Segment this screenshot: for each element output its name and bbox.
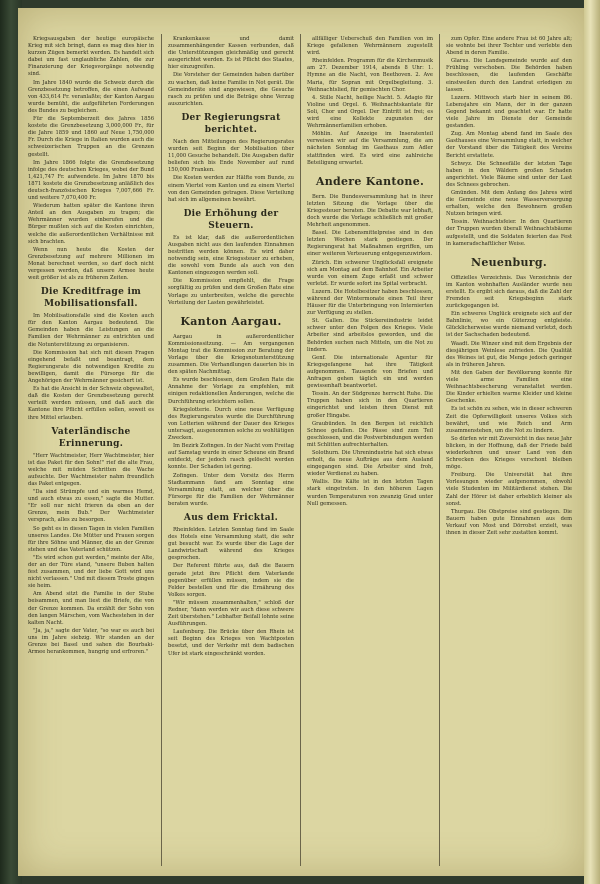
section-heading: Neuenburg.	[470, 255, 548, 269]
article-paragraph: Es wurde beschlossen, dem Großen Rate die Annahme der Vorlage zu empfehlen, mit einigen redaktionellen Änderungen, welche die Durchführung erleichtern sollen.	[168, 377, 294, 405]
article-paragraph: Krankenkasse und damit zusammenhängender Kassen verbunden, daß die Unterstützungen gleichmäßig und gerecht ausgerichtet werden. Es ist Pflicht des Staates, hier einzugreifen.	[168, 36, 294, 71]
column-rule	[439, 34, 440, 866]
article-paragraph: Rheinfelden. Programm für die Kirchenmusik am 27. Dezember 1914, abends 8 Uhr: 1. Hymne an die Nacht, von Beethoven. 2. Ave Maria, für Sopran mit Orgelbegleitung. 3. Weihnachtslied, für gemischten Chor.	[307, 58, 433, 93]
article-paragraph: Laufenburg. Die Brücke über den Rhein ist seit Beginn des Krieges von Wachtposten besetzt, und der Verkehr mit dem badischen Ufer ist stark eingeschränkt worden.	[168, 629, 294, 657]
column-2	[168, 36, 294, 866]
article-paragraph: Die Kosten werden zur Hälfte vom Bunde, zu einem Viertel vom Kanton und zu einem Viertel von den Gemeinden getragen. Diese Verteilung hat sich im allgemeinen bewährt.	[168, 175, 294, 203]
article-paragraph: Es ist schön zu sehen, wie in dieser schweren Zeit die Opferwilligkeit unseres Volkes sich bewährt, und wie Reich und Arm zusammenstehen, um die Not zu lindern.	[446, 406, 572, 434]
article-paragraph: So dürfen wir mit Zuversicht in das neue Jahr blicken, in der Hoffnung, daß der Friede bald wiederkehren und unser Land von den Schrecken des Krieges verschont bleiben möge.	[446, 435, 572, 471]
section-heading: Die Erhöhung der Steuern.	[183, 208, 279, 231]
article-paragraph: Luzern. Die Hotelbesitzer haben beschlossen, während der Wintermonate einen Teil ihrer Häuser für die Unterbringung von Internierten zur Verfügung zu stellen.	[307, 288, 433, 317]
article-paragraph: Tessin. An der Südgrenze herrscht Ruhe. Die Truppen haben sich in den Quartieren eingerichtet und leisten ihren Dienst mit großer Hingabe.	[307, 391, 433, 419]
article-paragraph: Der Referent führte aus, daß die Bauern gerade jetzt ihre Pflicht dem Vaterlande gegenüber erfüllen müssen, indem sie die Felder bestellen und für die Ernährung des Volkes sorgen.	[168, 563, 294, 598]
article-paragraph: "Es wird schon gut werden," meinte der Alte, der an der Türe stand, "unsere Buben halten fest zusammen, und der liebe Gott wird uns nicht verlassen." Und mit diesem Troste gingen sie heim.	[28, 554, 154, 590]
column-rule	[161, 34, 162, 866]
article-paragraph: Graubünden. In den Bergen ist reichlich Schnee gefallen. Die Pässe sind zum Teil geschlossen, und die Postverbindungen werden mit Schlitten aufrechterhalten.	[307, 420, 433, 448]
article-paragraph: Für die Septemberzeit des Jahres 1856 kostete die Grenzbesetzung 3,000,000 Fr., für die Jahre 1859 und 1860 auf Neue 1,750,000 Fr. Durch die Kriege in Italien wurden auch die schweizerischen Truppen an die Grenzen gestellt.	[28, 116, 154, 158]
article-paragraph: Die Kommission empfiehlt, die Frage sorgfältig zu prüfen und dem Großen Rate eine Vorlage zu unterbreiten, welche die gerechte Verteilung der Lasten gewährleistet.	[168, 278, 294, 306]
article-paragraph: Solothurn. Die Uhrenindustrie hat sich etwas erholt, da neue Aufträge aus dem Ausland eingegangen sind. Die Arbeiter sind froh, wieder Verdienst zu haben.	[307, 449, 433, 478]
article-paragraph: Im Jahre 1866 folgte die Grenzbesetzung infolge des deutschen Krieges, wobei der Bund 1,421,747 Fr. aufwendete. Im Jahre 1870 bis 1871 kostete die Grenzbesetzung anläßlich des deutsch-französischen Krieges 7,007,666 Fr. und weitere 7,070,400 Fr.	[28, 159, 154, 202]
article-paragraph: Rheinfelden. Letzten Sonntag fand im Saale des Hotels eine Versammlung statt, die sehr gut besucht war. Es wurde über die Lage der Landwirtschaft während des Krieges gesprochen.	[168, 526, 294, 562]
article-paragraph: Genf. Die internationale Agentur für Kriegsgefangene hat ihre Tätigkeit aufgenommen. Tausende von Briefen und Anfragen gehen täglich ein und werden gewissenhaft beantwortet.	[307, 354, 433, 390]
column-3	[307, 36, 433, 866]
article-paragraph: "Da sind Strümpfe und ein warmes Hemd, und auch etwas zu essen," sagte die Mutter. "Er soll nur nicht frieren da oben an der Grenze, mein Bub." Der Wachtmeister versprach, alles zu besorgen.	[28, 489, 154, 524]
section-heading: Die Kreditfrage im Mobilisationsfall.	[40, 287, 142, 310]
article-paragraph: So geht es in diesen Tagen in vielen Familien unseres Landes. Die Mütter und Frauen sorgen für ihre Söhne und Männer, die an der Grenze stehen und das Vaterland schützen.	[28, 525, 154, 553]
article-paragraph: Ein schweres Unglück ereignete sich auf der Bahnlinie, wo ein Güterzug entgleiste. Glücklicherweise wurde niemand verletzt, doch ist der Sachschaden bedeutend.	[446, 311, 572, 339]
article-paragraph: Mit den Gaben der Bevölkerung konnte für viele arme Familien eine Weihnachtsbescherung veranstaltet werden. Die Kinder erhielten warme Kleider und kleine Geschenke.	[446, 369, 572, 405]
article-paragraph: Basel. Die Lebensmittelpreise sind in den letzten Wochen stark gestiegen. Der Regierungsrat hat Maßnahmen ergriffen, um einer weiteren Verteuerung entgegenzuwirken.	[307, 230, 433, 258]
article-paragraph: Aargau in außerordentlicher Kommissionssitzung. — Am vergangenen Montag trat die Kommission zur Beratung der Vorlage über die Kriegsnotunterstützung zusammen. Die Verhandlungen dauerten bis in den späten Nachmittag.	[168, 333, 294, 376]
section-heading: Andere Kantone.	[315, 174, 425, 188]
article-paragraph: Offizielles Verzeichnis. Das Verzeichnis der im Kanton wohnhaften Ausländer wurde neu erstellt. Es ergibt sich daraus, daß die Zahl der Fremden seit Kriegsbeginn stark zurückgegangen ist.	[446, 274, 572, 310]
article-paragraph: "Herr Wachtmeister, Herr Wachtmeister, hier ist das Paket für den Sohn!" rief die alte Frau, welche mit müden Schritten die Wache aufsuchte. Der Wachtmeister nahm freundlich das Paket entgegen.	[28, 452, 154, 487]
article-paragraph: Wiederum hatten später die Kantone ihren Anteil an den Ausgaben zu tragen; die Wehrmänner wurden einberufen und die Bürger mußten sich auf die Kosten einrichten, welche die außerordentlichen Verhältnisse mit sich brachten.	[28, 203, 154, 245]
article-paragraph: Die Kommission hat sich mit diesen Fragen eingehend befaßt und beantragt, dem Regierungsrate die notwendigen Kredite zu bewilligen, damit die Fürsorge für die Angehörigen der Wehrmänner gesichert ist.	[28, 349, 154, 385]
article-paragraph: Waadt. Die Winzer sind mit dem Ergebnis der diesjährigen Weinlese zufrieden. Die Qualität des Weines ist gut, die Menge jedoch geringer als in früheren Jahren.	[446, 340, 572, 368]
article-paragraph: Im Bezirk Zofingen. In der Nacht vom Freitag auf Samstag wurde in einer Scheune ein Brand entdeckt, der jedoch rasch gelöscht werden konnte. Der Schaden ist gering.	[168, 443, 294, 471]
section-heading: Kanton Aargau.	[180, 314, 282, 328]
article-paragraph: Kriegslotterie. Durch eine neue Verfügung des Regierungsrates wurde die Durchführung von Lotterien während der Dauer des Krieges untersagt, ausgenommen solche zu wohltätigen Zwecken.	[168, 406, 294, 442]
column-4	[446, 36, 572, 866]
article-paragraph: "Ja, ja," sagte der Vater, "so war es auch bei uns im Jahre siebzig. Wir standen an der Grenze bei Basel und sahen die Bourbaki-Armee herankommen, hungrig und erfroren."	[28, 627, 154, 656]
article-paragraph: Wenn nun heute die Kosten der Grenzbesetzung auf mehrere Millionen im Monat berechnet werden, so darf doch nicht vergessen werden, daß unsere Armee heute weit größer ist als zu früheren Zeiten.	[28, 246, 154, 282]
article-paragraph: allfälliger Ueberschuß den Familien von im Kriege gefallenen Wehrmännern zugestellt wird.	[307, 36, 433, 57]
page-edge	[584, 0, 600, 884]
article-paragraph: St. Gallen. Die Stickereiindustrie leidet schwer unter den Folgen des Krieges. Viele Arbeiter sind arbeitslos geworden, und die Behörden suchen nach Mitteln, um die Not zu lindern.	[307, 318, 433, 353]
article-paragraph: Gmünden. Mit dem Anfang des Jahres wird die Gemeinde eine neue Wasserversorgung erhalten, welche den Bewohnern großen Nutzen bringen wird.	[446, 189, 572, 218]
column-rule	[300, 34, 301, 866]
article-paragraph: Thurgau. Die Obstpreise sind gestiegen. Die Bauern haben gute Einnahmen aus dem Verkauf von Most und Dörrobst erzielt, was ihnen in dieser Zeit sehr zustatten kommt.	[446, 508, 572, 536]
article-paragraph: Möhlin. Auf Anzeige im Inseratenteil verweisen wir auf die Versammlung, die am nächsten Sonntag im Gasthaus zum Adler stattfinden wird. Es wird eine zahlreiche Beteiligung erwartet.	[307, 131, 433, 166]
article-paragraph: 4. Stille Nacht, heilige Nacht. 5. Adagio für Violine und Orgel. 6. Weihnachtskantate für Soli, Chor und Orgel. Der Eintritt ist frei; es wird eine Kollekte zugunsten der Wehrmännerfamilien erhoben.	[307, 94, 433, 130]
article-paragraph: Im Mobilisationsfalle sind die Kosten auch für den Kanton Aargau bedeutend. Die Gemeinden haben die Leistungen an die Familien der Wehrmänner zu entrichten und die Notunterstützung zu organisieren.	[28, 313, 154, 348]
article-paragraph: Bern. Die Bundesversammlung hat in ihrer letzten Sitzung die Vorlage über die Kriegssteuer beraten. Die Debatte war lebhaft, doch wurde die Vorlage schließlich mit großer Mehrheit angenommen.	[307, 193, 433, 229]
article-paragraph: Es ist klar, daß die außerordentlichen Ausgaben nicht aus den laufenden Einnahmen bestritten werden können. Es wird daher notwendig sein, eine Kriegssteuer zu erheben, die sowohl vom Bunde als auch von den Kantonen eingezogen werden soll.	[168, 234, 294, 277]
article-paragraph: Es hat die Ansicht in der Schweiz obgewaltet, daß die Kosten der Grenzbesetzung gerecht verteilt werden müssen, und daß auch die Kantone ihre Pflicht erfüllen sollen, soweit es ihre Mittel erlauben.	[28, 386, 154, 421]
article-paragraph: Nach den Mitteilungen des Regierungsrates wurden seit Beginn der Mobilisation über 11,000 Gesuche behandelt. Die Ausgaben dafür beliefen sich bis Ende November auf rund 150,000 Franken.	[168, 138, 294, 174]
article-paragraph: Zürich. Ein schwerer Unglücksfall ereignete sich am Montag auf dem Bahnhof. Ein Arbeiter wurde von einem Zuge erfaßt und schwer verletzt. Er wurde sofort ins Spital verbracht.	[307, 259, 433, 287]
newspaper-page	[18, 8, 584, 876]
article-paragraph: Die Vorsteher der Gemeinden haben darüber zu wachen, daß keine Familie in Not gerät. Die Gemeinderäte sind angewiesen, die Gesuche rasch zu prüfen und die Beträge ohne Verzug auszurichten.	[168, 72, 294, 107]
article-paragraph: Freiburg. Die Universität hat ihre Vorlesungen wieder aufgenommen, obwohl viele Studenten im Militärdienst stehen. Die Zahl der Hörer ist daher erheblich kleiner als sonst.	[446, 472, 572, 507]
article-paragraph: Schwyz. Die Schneefälle der letzten Tage haben in den Wäldern großen Schaden angerichtet. Viele Bäume sind unter der Last des Schnees gebrochen.	[446, 160, 572, 188]
column-1	[28, 36, 154, 866]
article-paragraph: Luzern. Mittwoch starb hier in seinem 86. Lebensjahre ein Mann, der in der ganzen Gegend bekannt und geachtet war. Er hatte viele Jahre im Dienste der Gemeinde gestanden.	[446, 94, 572, 130]
article-paragraph: Glarus. Die Landsgemeinde wurde auf den Frühling verschoben. Die Behörden haben beschlossen, die laufenden Geschäfte einstweilen durch den Landrat erledigen zu lassen.	[446, 58, 572, 93]
article-paragraph: Wallis. Die Kälte ist in den letzten Tagen stark eingetreten. In den höheren Lagen wurden Temperaturen von zwanzig Grad unter Null gemessen.	[307, 479, 433, 507]
article-paragraph: Am Abend sitzt die Familie in der Stube beisammen, und man liest die Briefe, die von der Grenze kommen. Da erzählt der Sohn von den langen Märschen, vom Wachestehen in der kalten Nacht.	[28, 591, 154, 626]
article-paragraph: "Wir müssen zusammenhalten," schloß der Redner, "dann werden wir auch diese schwere Zeit überstehen." Lebhafter Beifall lohnte seine Ausführungen.	[168, 599, 294, 628]
section-heading: Aus dem Fricktal.	[183, 512, 279, 523]
article-paragraph: Im Jahre 1840 wurde die Schweiz durch die Grenzbesetzung betroffen, die einen Aufwand von 433,614 Fr. veranlaßte; der Kanton Aargau wurde bemüht, die aufgeführten Forderungen des Bundes zu begleichen.	[28, 79, 154, 114]
article-paragraph: zum Opfer. Eine andere Frau ist 60 Jahre alt; sie wohnte bei ihrer Tochter und verlebte den Abend in deren Familie.	[446, 36, 572, 57]
section-heading: Vaterländische Erinnerung.	[51, 426, 131, 449]
article-paragraph: Zofingen. Unter dem Vorsitz des Herrn Stadtammann fand am Sonntag eine Versammlung statt, an welcher über die Fürsorge für die Familien der Wehrmänner beraten wurde.	[168, 472, 294, 507]
article-paragraph: Kriegsausgaben der heutige europäische Krieg mit sich bringt, dann es mag dies hier in kurzen Zügen bemerkt werden. Es handelt sich dabei um fast unglaubliche Zahlen, die zur Finanzierung der Kriegsvorgänge notwendig sind.	[28, 36, 154, 78]
article-paragraph: Zug. Am Montag abend fand im Saale des Gasthauses eine Versammlung statt, in welcher der Vorstand über die Tätigkeit des Vereins Bericht erstattete.	[446, 131, 572, 159]
article-paragraph: Tessin. Weihnachtsfeier. In den Quartieren der Truppen wurden überall Weihnachtsbäume aufgestellt, und die Soldaten feierten das Fest in kameradschaftlicher Weise.	[446, 219, 572, 247]
section-heading: Der Regierungsrat berichtet.	[181, 112, 281, 135]
